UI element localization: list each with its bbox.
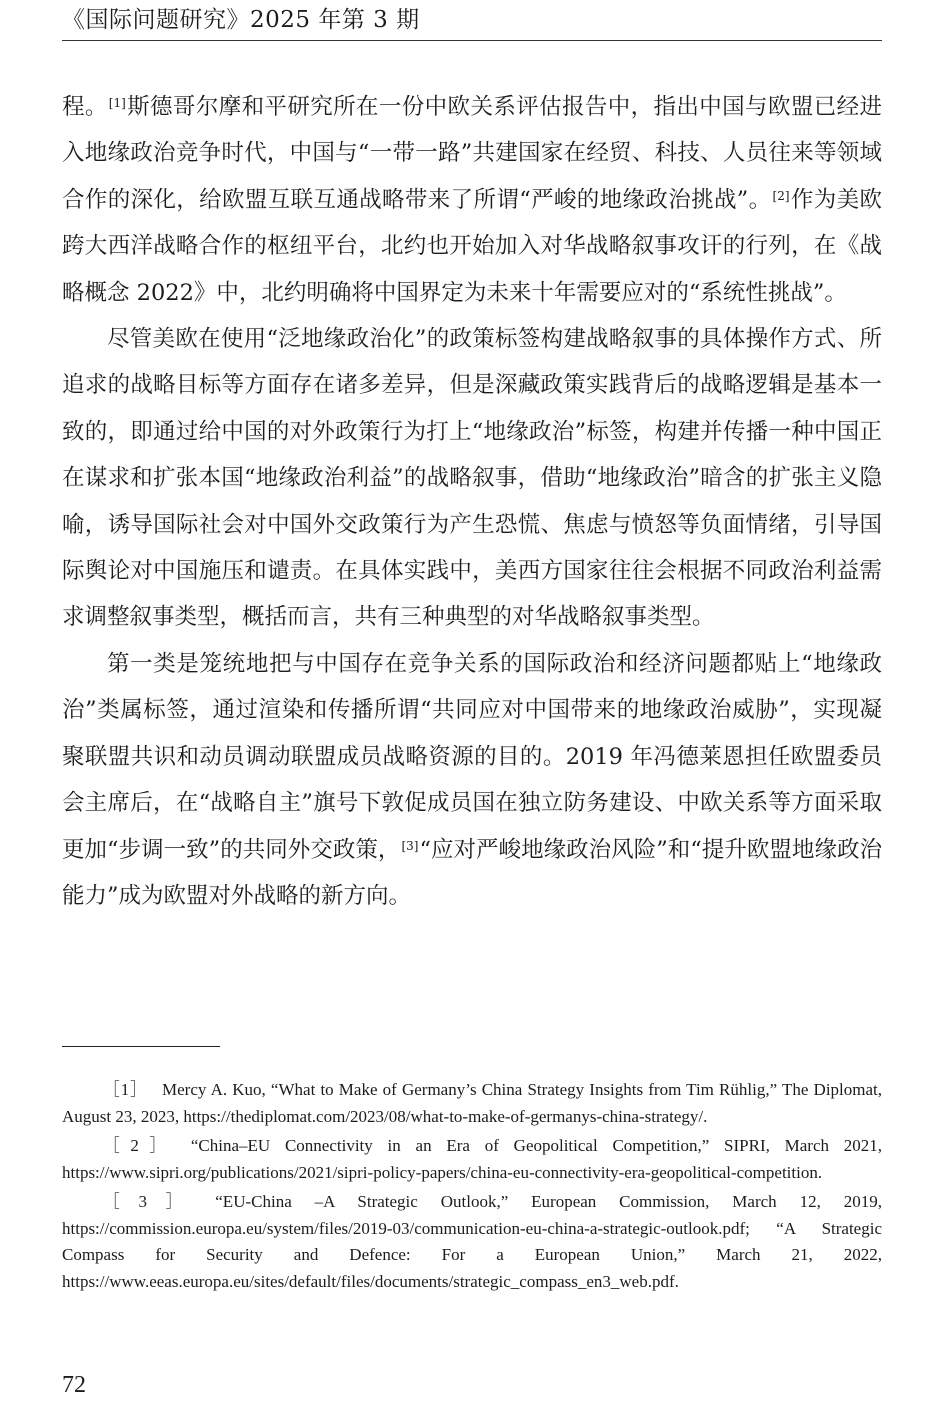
footnote-1-text: Mercy A. Kuo, “What to Make of Germany’s China Strategy Insights from Tim Rühlig,” The Diplomat, August 23, 2023, https://thediplomat.com/2023/08/what-to-make-of-germanys-china-strategy/. <box>62 1080 883 1126</box>
page-number: 72 <box>62 1372 86 1398</box>
paragraph-1-text-2: 斯德哥尔摩和平研究所在一份中欧关系评估报告中，指出中国与欧盟已经进入地缘政治竞争时代，中国与“一带一路”共建国家在经贸、科技、人员往来等领域合作的深化，给欧盟互联互通战略带来了所谓“严峻的地缘政治挑战”。 <box>62 94 882 213</box>
footnote-separator <box>62 1046 220 1047</box>
footnote-3-mark: ［3］ <box>102 1192 202 1211</box>
paragraph-3-text-2: “应对严峻地缘政治风险”和“提升欧盟地缘政治能力”成为欧盟对外战略的新方向。 <box>62 836 882 909</box>
paragraph-1-text-3: 作为美欧跨大西洋战略合作的枢纽平台，北约也开始加入对华战略叙事攻讦的行列，在《战略概念 2022》中，北约明确将中国界定为未来十年需要应对的“系统性挑战”。 <box>62 186 882 306</box>
journal-header: 《国际问题研究》2025 年第 3 期 <box>62 7 420 33</box>
footnote-ref-1[interactable]: [1] <box>108 96 126 110</box>
footnote-2-text: “China–EU Connectivity in an Era of Geopolitical Competition,” SIPRI, March 2021, https://www.sipri.org/publications/2021/sipri-policy-papers/china-eu-connectivity-era-geopolitical-competition. <box>62 1136 883 1182</box>
header-rule <box>62 40 882 41</box>
paragraph-2 <box>62 316 882 641</box>
paragraph-2-text: 尽管美欧在使用“泛地缘政治化”的政策标签构建战略叙事的具体操作方式、所追求的战略目标等方面存在诸多差异，但是深藏政策实践背后的战略逻辑是基本一致的，即通过给中国的对外政策行为打上“地缘政治”标签，构建并传播一种中国正在谋求和扩张本国“地缘政治利益”的战略叙事，借助“地缘政治”暗含的扩张主义隐喻，诱导国际社会对中国外交政策行为产生恐慌、焦虑与愤怒等负面情绪，引导国际舆论对中国施压和谴责。在具体实践中，美西方国家往往会根据不同政治利益需求调整叙事类型，概括而言，共有三种典型的对华战略叙事类型。 <box>62 326 882 631</box>
paragraph-1 <box>62 84 882 316</box>
footnotes <box>62 1077 882 1298</box>
main-text <box>62 84 882 919</box>
footnote-3 <box>62 1189 882 1295</box>
paragraph-3-text-1: 第一类是笼统地把与中国存在竞争关系的国际政治和经济问题都贴上“地缘政治”类属标签，通过渲染和传播所谓“共同应对中国带来的地缘政治威胁”，实现凝聚联盟共识和动员调动联盟成员战略资源的目的。2019 年冯德莱恩担任欧盟委员会主席后，在“战略自主”旗号下敦促成员国在独立防务建设、中欧关系等方面采取更加“步调一致”的共同外交政策， <box>62 650 882 863</box>
footnote-ref-3[interactable]: [3] <box>401 838 419 853</box>
footnote-3-text: “EU-China –A Strategic Outlook,” European Commission, March 12, 2019, https://commission.europa.eu/system/files/2019-03/communication-eu-china-a-strategic-outlook.pdf; “A Strategic Compass for Security and Defence: For a European Union,” March 21, 2022, https://www.eeas.europa.eu/sites/default/files/documents/strategic_compass_en3_web.pdf. <box>62 1192 882 1291</box>
paragraph-1-text-1: 程。 <box>62 94 108 120</box>
footnote-1-mark: ［1］ <box>102 1080 148 1099</box>
paragraph-3 <box>62 641 882 919</box>
footnote-2 <box>62 1133 882 1186</box>
footnote-ref-2[interactable]: [2] <box>772 188 790 203</box>
footnote-1 <box>62 1077 882 1130</box>
footnote-2-mark: ［2］ <box>102 1136 177 1155</box>
